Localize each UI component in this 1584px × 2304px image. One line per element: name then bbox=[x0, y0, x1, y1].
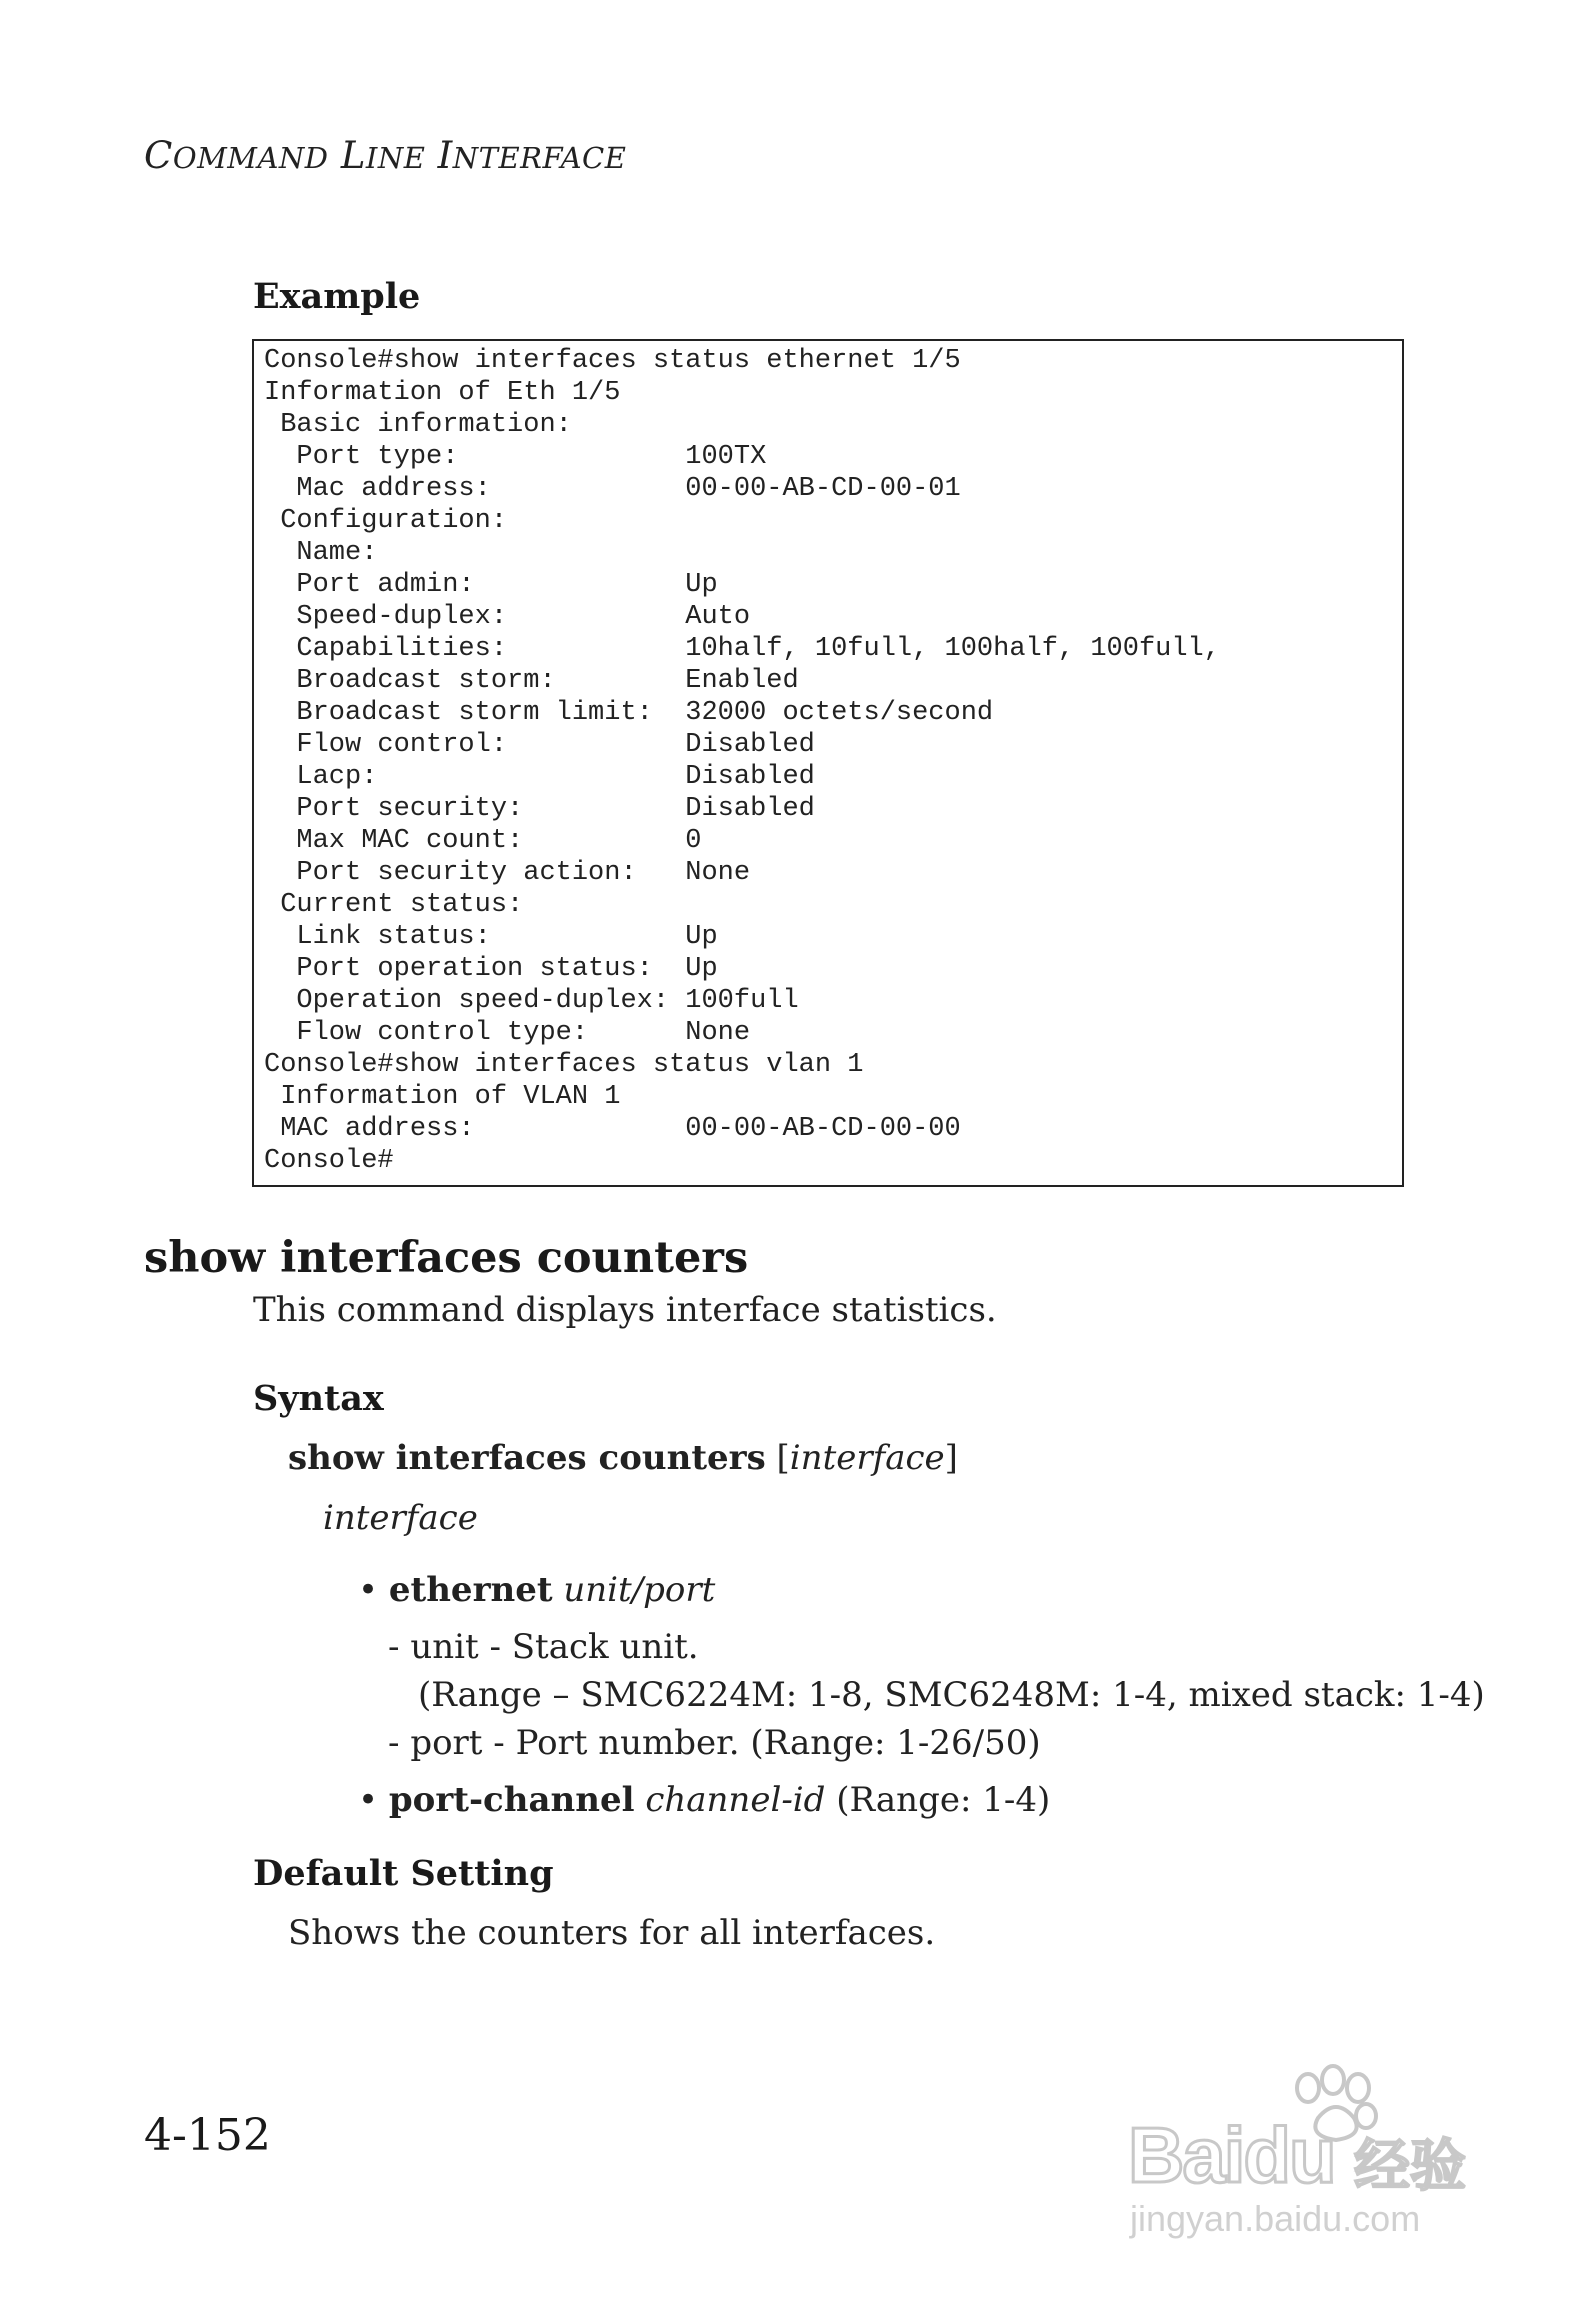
watermark-cn: 经验 bbox=[1354, 2134, 1466, 2199]
code-line: Max MAC count: 0 bbox=[264, 826, 702, 856]
code-line: Information of Eth 1/5 bbox=[264, 378, 621, 408]
bullet-ethernet bbox=[358, 1570, 715, 1610]
code-line: Basic information: bbox=[264, 410, 572, 440]
running-head-c: C bbox=[144, 134, 173, 177]
code-line: Configuration: bbox=[264, 506, 508, 536]
syntax-line bbox=[288, 1438, 958, 1478]
running-head-l: L bbox=[340, 134, 366, 177]
running-head-i: I bbox=[437, 134, 453, 177]
running-head bbox=[144, 134, 626, 177]
watermark-bai: Bai bbox=[1128, 2111, 1244, 2199]
code-line: Console#show interfaces status vlan 1 bbox=[264, 1050, 864, 1080]
param-name: interface bbox=[323, 1498, 478, 1538]
dash-unit-range: (Range – SMC6224M: 1-8, SMC6248M: 1-4, mixed stack: 1-4) bbox=[418, 1675, 1485, 1715]
bullet-marker: • bbox=[358, 1780, 379, 1820]
syntax-close-bracket: ] bbox=[944, 1438, 958, 1478]
dash-unit bbox=[388, 1627, 699, 1667]
code-line: Broadcast storm limit: 32000 octets/second bbox=[264, 698, 994, 728]
code-line: MAC address: 00-00-AB-CD-00-00 bbox=[264, 1114, 961, 1144]
code-line: Port security: Disabled bbox=[264, 794, 815, 824]
running-head-nterface: NTERFACE bbox=[452, 141, 627, 175]
bullet-keyword: port-channel bbox=[388, 1780, 635, 1820]
baidu-watermark bbox=[1118, 2058, 1503, 2248]
watermark-url: jingyan.baidu.com bbox=[1130, 2198, 1421, 2239]
code-line: Lacp: Disabled bbox=[264, 762, 815, 792]
dash-port bbox=[388, 1723, 1041, 1763]
bullet-args: channel-id bbox=[645, 1780, 826, 1820]
bullet-port-channel bbox=[358, 1780, 1050, 1820]
default-text: Shows the counters for all interfaces. bbox=[288, 1913, 936, 1953]
code-line: Speed-duplex: Auto bbox=[264, 602, 751, 632]
dash-unit-text: unit - Stack unit. bbox=[410, 1627, 699, 1667]
default-heading: Default Setting bbox=[253, 1853, 554, 1894]
code-line: Information of VLAN 1 bbox=[264, 1082, 621, 1112]
dash-marker: - bbox=[388, 1627, 400, 1667]
code-line: Console#show interfaces status ethernet 1/5 bbox=[264, 346, 961, 376]
code-line: Link status: Up bbox=[264, 922, 718, 952]
example-heading: Example bbox=[253, 276, 421, 317]
code-line: Name: bbox=[264, 538, 378, 568]
section-description: This command displays interface statistics. bbox=[253, 1290, 997, 1330]
syntax-heading: Syntax bbox=[253, 1378, 384, 1419]
code-line: Port admin: Up bbox=[264, 570, 718, 600]
code-line: Console# bbox=[264, 1146, 394, 1176]
section-title: show interfaces counters bbox=[144, 1233, 749, 1283]
syntax-param: interface bbox=[789, 1438, 945, 1478]
running-head-ine: INE bbox=[365, 141, 426, 175]
bullet-args: unit/port bbox=[563, 1570, 716, 1610]
code-example-box bbox=[252, 339, 1404, 1187]
syntax-open-bracket: [ bbox=[776, 1438, 790, 1478]
bullet-marker: • bbox=[358, 1570, 379, 1610]
watermark-brand bbox=[1128, 2110, 1335, 2201]
dash-port-text: port - Port number. (Range: 1-26/50) bbox=[410, 1723, 1041, 1763]
code-line: Flow control type: None bbox=[264, 1018, 751, 1048]
code-line: Mac address: 00-00-AB-CD-00-01 bbox=[264, 474, 961, 504]
code-line: Port operation status: Up bbox=[264, 954, 718, 984]
code-line: Flow control: Disabled bbox=[264, 730, 815, 760]
code-line: Port security action: None bbox=[264, 858, 751, 888]
watermark-du: du bbox=[1243, 2111, 1335, 2199]
bullet-range: (Range: 1-4) bbox=[825, 1780, 1051, 1820]
syntax-command: show interfaces counters bbox=[288, 1438, 766, 1478]
page-number: 4-152 bbox=[144, 2110, 271, 2161]
running-head-ommand: OMMAND bbox=[172, 141, 329, 175]
code-line: Broadcast storm: Enabled bbox=[264, 666, 799, 696]
code-line: Capabilities: 10half, 10full, 100half, 100full, bbox=[264, 634, 1220, 664]
code-line: Current status: bbox=[264, 890, 524, 920]
bullet-keyword: ethernet bbox=[388, 1570, 553, 1610]
code-line: Port type: 100TX bbox=[264, 442, 767, 472]
dash-marker: - bbox=[388, 1723, 400, 1763]
code-line: Operation speed-duplex: 100full bbox=[264, 986, 799, 1016]
